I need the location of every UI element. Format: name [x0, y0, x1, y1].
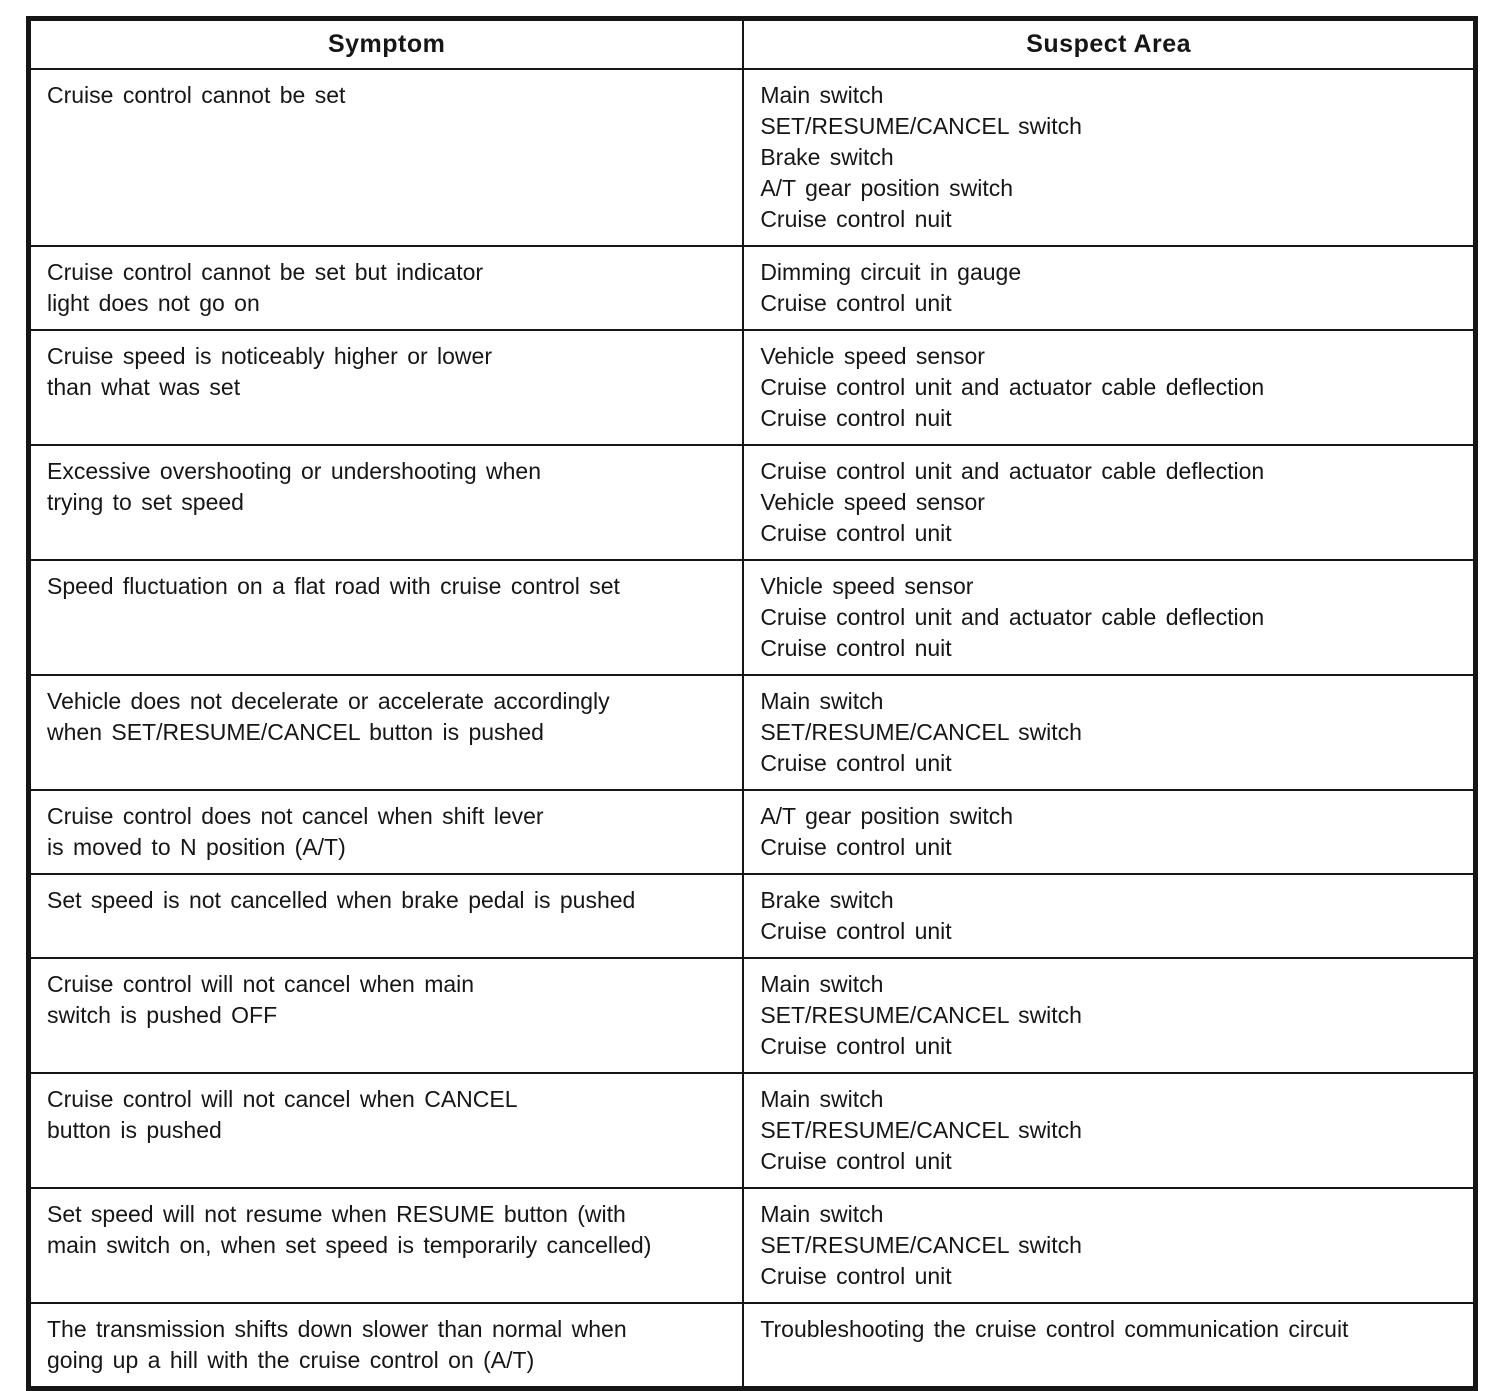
cell-line: Cruise control does not cancel when shift lever: [47, 803, 544, 829]
suspect-area-cell: [743, 790, 1475, 874]
cell-line: Cruise control unit and actuator cable deflection: [760, 374, 1265, 400]
symptom-cell: [29, 246, 744, 330]
cell-line: Cruise control unit: [760, 918, 952, 944]
suspect-area-cell: [743, 330, 1475, 445]
cell-line: Cruise control unit: [760, 1033, 952, 1059]
cell-line: Vehicle speed sensor: [760, 489, 985, 515]
cell-line: SET/RESUME/CANCEL switch: [760, 1002, 1082, 1028]
symptom-cell: [29, 1073, 744, 1188]
cell-line: A/T gear position switch: [760, 803, 1014, 829]
table-row: [29, 69, 1476, 246]
cell-line: button is pushed: [47, 1117, 222, 1143]
suspect-area-cell: [743, 560, 1475, 675]
table-row: [29, 246, 1476, 330]
cell-line: trying to set speed: [47, 489, 244, 515]
cell-line: Cruise control unit: [760, 834, 952, 860]
cell-line: Cruise speed is noticeably higher or lower: [47, 343, 492, 369]
cell-line: Dimming circuit in gauge: [760, 259, 1022, 285]
cell-line: Main switch: [760, 1086, 884, 1112]
suspect-area-cell: [743, 246, 1475, 330]
column-header-suspect-area: Suspect Area: [743, 19, 1475, 70]
cell-line: Main switch: [760, 688, 884, 714]
cell-line: Main switch: [760, 1201, 884, 1227]
cell-line: Cruise control unit: [760, 1148, 952, 1174]
table-row: [29, 445, 1476, 560]
symptom-cell: [29, 790, 744, 874]
cell-line: main switch on, when set speed is temporarily cancelled): [47, 1232, 652, 1258]
cell-line: Cruise control nuit: [760, 206, 952, 232]
symptom-cell: [29, 958, 744, 1073]
table-row: [29, 874, 1476, 958]
symptom-cell: [29, 1188, 744, 1303]
symptom-cell: [29, 560, 744, 675]
cell-line: when SET/RESUME/CANCEL button is pushed: [47, 719, 544, 745]
cell-line: switch is pushed OFF: [47, 1002, 278, 1028]
suspect-area-cell: [743, 1303, 1475, 1389]
cell-line: Vhicle speed sensor: [760, 573, 974, 599]
cell-line: Cruise control unit: [760, 750, 952, 776]
suspect-area-cell: [743, 1188, 1475, 1303]
cell-line: Cruise control unit: [760, 520, 952, 546]
troubleshooting-table: [26, 16, 1478, 1391]
cell-line: Cruise control cannot be set but indicator: [47, 259, 484, 285]
cell-line: going up a hill with the cruise control on (A/T): [47, 1347, 535, 1373]
cell-line: SET/RESUME/CANCEL switch: [760, 1117, 1082, 1143]
cell-line: Set speed will not resume when RESUME button (with: [47, 1201, 626, 1227]
symptom-cell: [29, 330, 744, 445]
cell-line: Set speed is not cancelled when brake pedal is pushed: [47, 887, 636, 913]
header-row: [29, 19, 1476, 70]
symptom-cell: [29, 69, 744, 246]
cell-line: Cruise control will not cancel when main: [47, 971, 475, 997]
cell-line: Excessive overshooting or undershooting when: [47, 458, 542, 484]
cell-line: SET/RESUME/CANCEL switch: [760, 113, 1082, 139]
symptom-cell: [29, 445, 744, 560]
cell-line: SET/RESUME/CANCEL switch: [760, 719, 1082, 745]
cell-line: Brake switch: [760, 887, 894, 913]
cell-line: than what was set: [47, 374, 241, 400]
table-row: [29, 1188, 1476, 1303]
cell-line: Cruise control unit and actuator cable deflection: [760, 458, 1265, 484]
column-header-symptom: Symptom: [29, 19, 744, 70]
table-row: [29, 790, 1476, 874]
table-row: [29, 330, 1476, 445]
cell-line: Cruise control will not cancel when CANCEL: [47, 1086, 518, 1112]
table-row: [29, 958, 1476, 1073]
cell-line: Brake switch: [760, 144, 894, 170]
suspect-area-cell: [743, 445, 1475, 560]
cell-line: Cruise control nuit: [760, 405, 952, 431]
suspect-area-cell: [743, 69, 1475, 246]
cell-line: Cruise control cannot be set: [47, 82, 346, 108]
cell-line: is moved to N position (A/T): [47, 834, 346, 860]
cell-line: Troubleshooting the cruise control communication circuit: [760, 1316, 1349, 1342]
table-row: [29, 560, 1476, 675]
suspect-area-cell: [743, 1073, 1475, 1188]
cell-line: Main switch: [760, 971, 884, 997]
symptom-cell: [29, 1303, 744, 1389]
cell-line: Cruise control unit: [760, 290, 952, 316]
cell-line: Vehicle does not decelerate or accelerate accordingly: [47, 688, 610, 714]
table-row: [29, 1073, 1476, 1188]
table-row: [29, 1303, 1476, 1389]
suspect-area-cell: [743, 958, 1475, 1073]
cell-line: Cruise control nuit: [760, 635, 952, 661]
table-row: [29, 675, 1476, 790]
cell-line: Cruise control unit and actuator cable deflection: [760, 604, 1265, 630]
cell-line: Cruise control unit: [760, 1263, 952, 1289]
cell-line: SET/RESUME/CANCEL switch: [760, 1232, 1082, 1258]
cell-line: Main switch: [760, 82, 884, 108]
cell-line: Vehicle speed sensor: [760, 343, 985, 369]
table-body: [29, 69, 1476, 1389]
cell-line: Speed fluctuation on a flat road with cruise control set: [47, 573, 620, 599]
suspect-area-cell: [743, 874, 1475, 958]
suspect-area-cell: [743, 675, 1475, 790]
symptom-cell: [29, 874, 744, 958]
cell-line: A/T gear position switch: [760, 175, 1014, 201]
cell-line: light does not go on: [47, 290, 260, 316]
cell-line: The transmission shifts down slower than normal when: [47, 1316, 627, 1342]
symptom-cell: [29, 675, 744, 790]
